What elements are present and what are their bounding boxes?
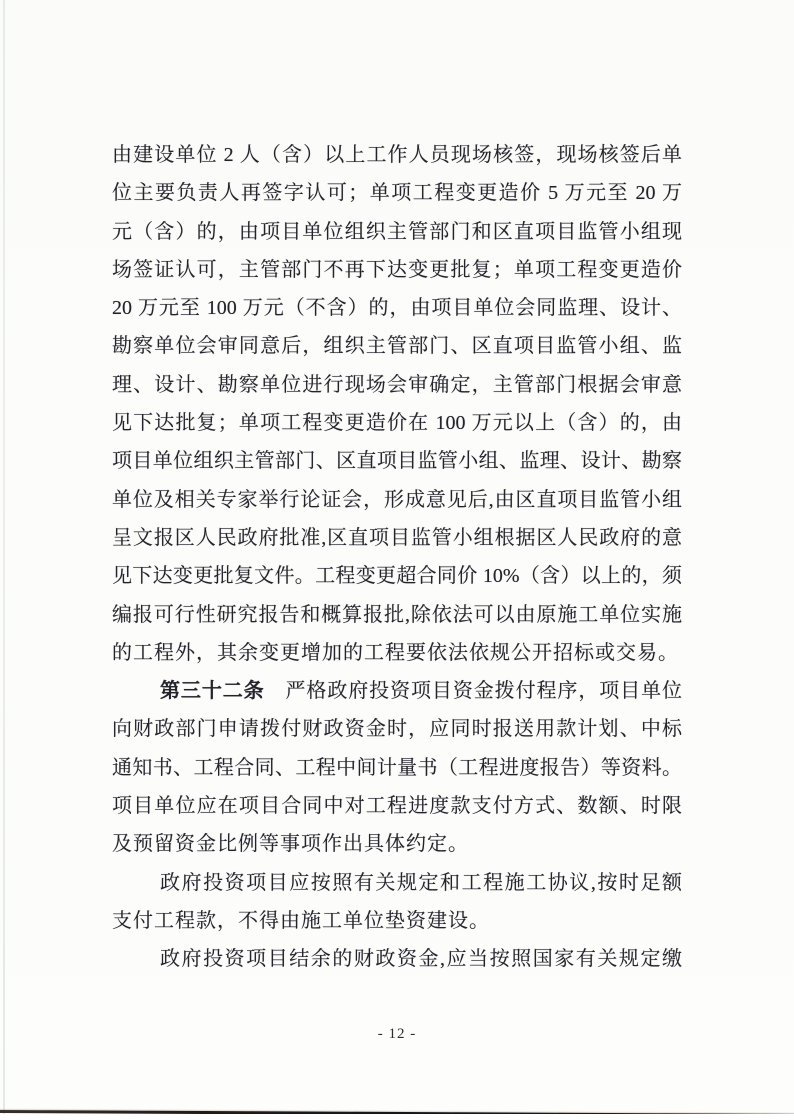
text-line: 见下达变更批复文件。工程变更超合同价 10%（含）以上的，须 (112, 565, 682, 588)
body-text (112, 136, 682, 979)
text-line: 由建设单位 2 人（含）以上工作人员现场核签，现场核签后单 (112, 144, 682, 166)
text-line: 的工程外，其余变更增加的工程要依法依规公开招标或交易。 (112, 641, 679, 664)
text-line: 及预留资金比例等事项作出具体约定。 (112, 833, 469, 856)
text-line: 单位及相关专家举行论证会，形成意见后,由区直项目监管小组 (112, 488, 682, 511)
scan-area-below-page (0, 1114, 794, 1120)
text-line: 场签证认可，主管部门不再下达变更批复；单项工程变更造价 (112, 258, 682, 281)
text-line: 位主要负责人再签字认可；单项工程变更造价 5 万元至 20 万 (112, 182, 682, 205)
text-line: 呈文报区人民政府批准,区直项目监管小组根据区人民政府的意 (112, 526, 682, 549)
text-line: 项目单位组织主管部门、区直项目监管小组、监理、设计、勘察 (112, 450, 682, 473)
text-line: 理、设计、勘察单位进行现场会审确定，主管部门根据会审意 (112, 373, 682, 396)
page-number: - 12 - (377, 1026, 417, 1042)
text-line: 第三十二条 严格政府投资项目资金拨付程序，项目单位 (160, 680, 682, 703)
text-line: 项目单位应在项目合同中对工程进度款支付方式、数额、时限 (112, 795, 682, 818)
text-line: 向财政部门申请拨付财政资金时，应同时报送用款计划、中标 (112, 718, 682, 741)
text-line: 政府投资项目应按照有关规定和工程施工协议,按时足额 (160, 871, 682, 894)
article-number-bold: 第三十二条 (160, 680, 265, 703)
text-line: 见下达批复；单项工程变更造价在 100 万元以上（含）的，由 (112, 412, 682, 435)
text-line: 通知书、工程合同、工程中间计量书（工程进度报告）等资料。 (112, 756, 682, 779)
text-line: 政府投资项目结余的财政资金,应当按照国家有关规定缴 (160, 948, 682, 971)
text-line: 勘察单位会审同意后，组织主管部门、区直项目监管小组、监 (112, 335, 682, 358)
text-line: 支付工程款，不得由施工单位垫资建设。 (112, 909, 490, 932)
text-line: 元（含）的，由项目单位组织主管部门和区直项目监管小组现 (112, 220, 682, 243)
text-line: 编报可行性研究报告和概算报批,除依法可以由原施工单位实施 (112, 603, 682, 626)
scan-edge-left-line (3, 0, 5, 1120)
text-line: 20 万元至 100 万元（不含）的，由项目单位会同监理、设计、 (112, 297, 682, 320)
